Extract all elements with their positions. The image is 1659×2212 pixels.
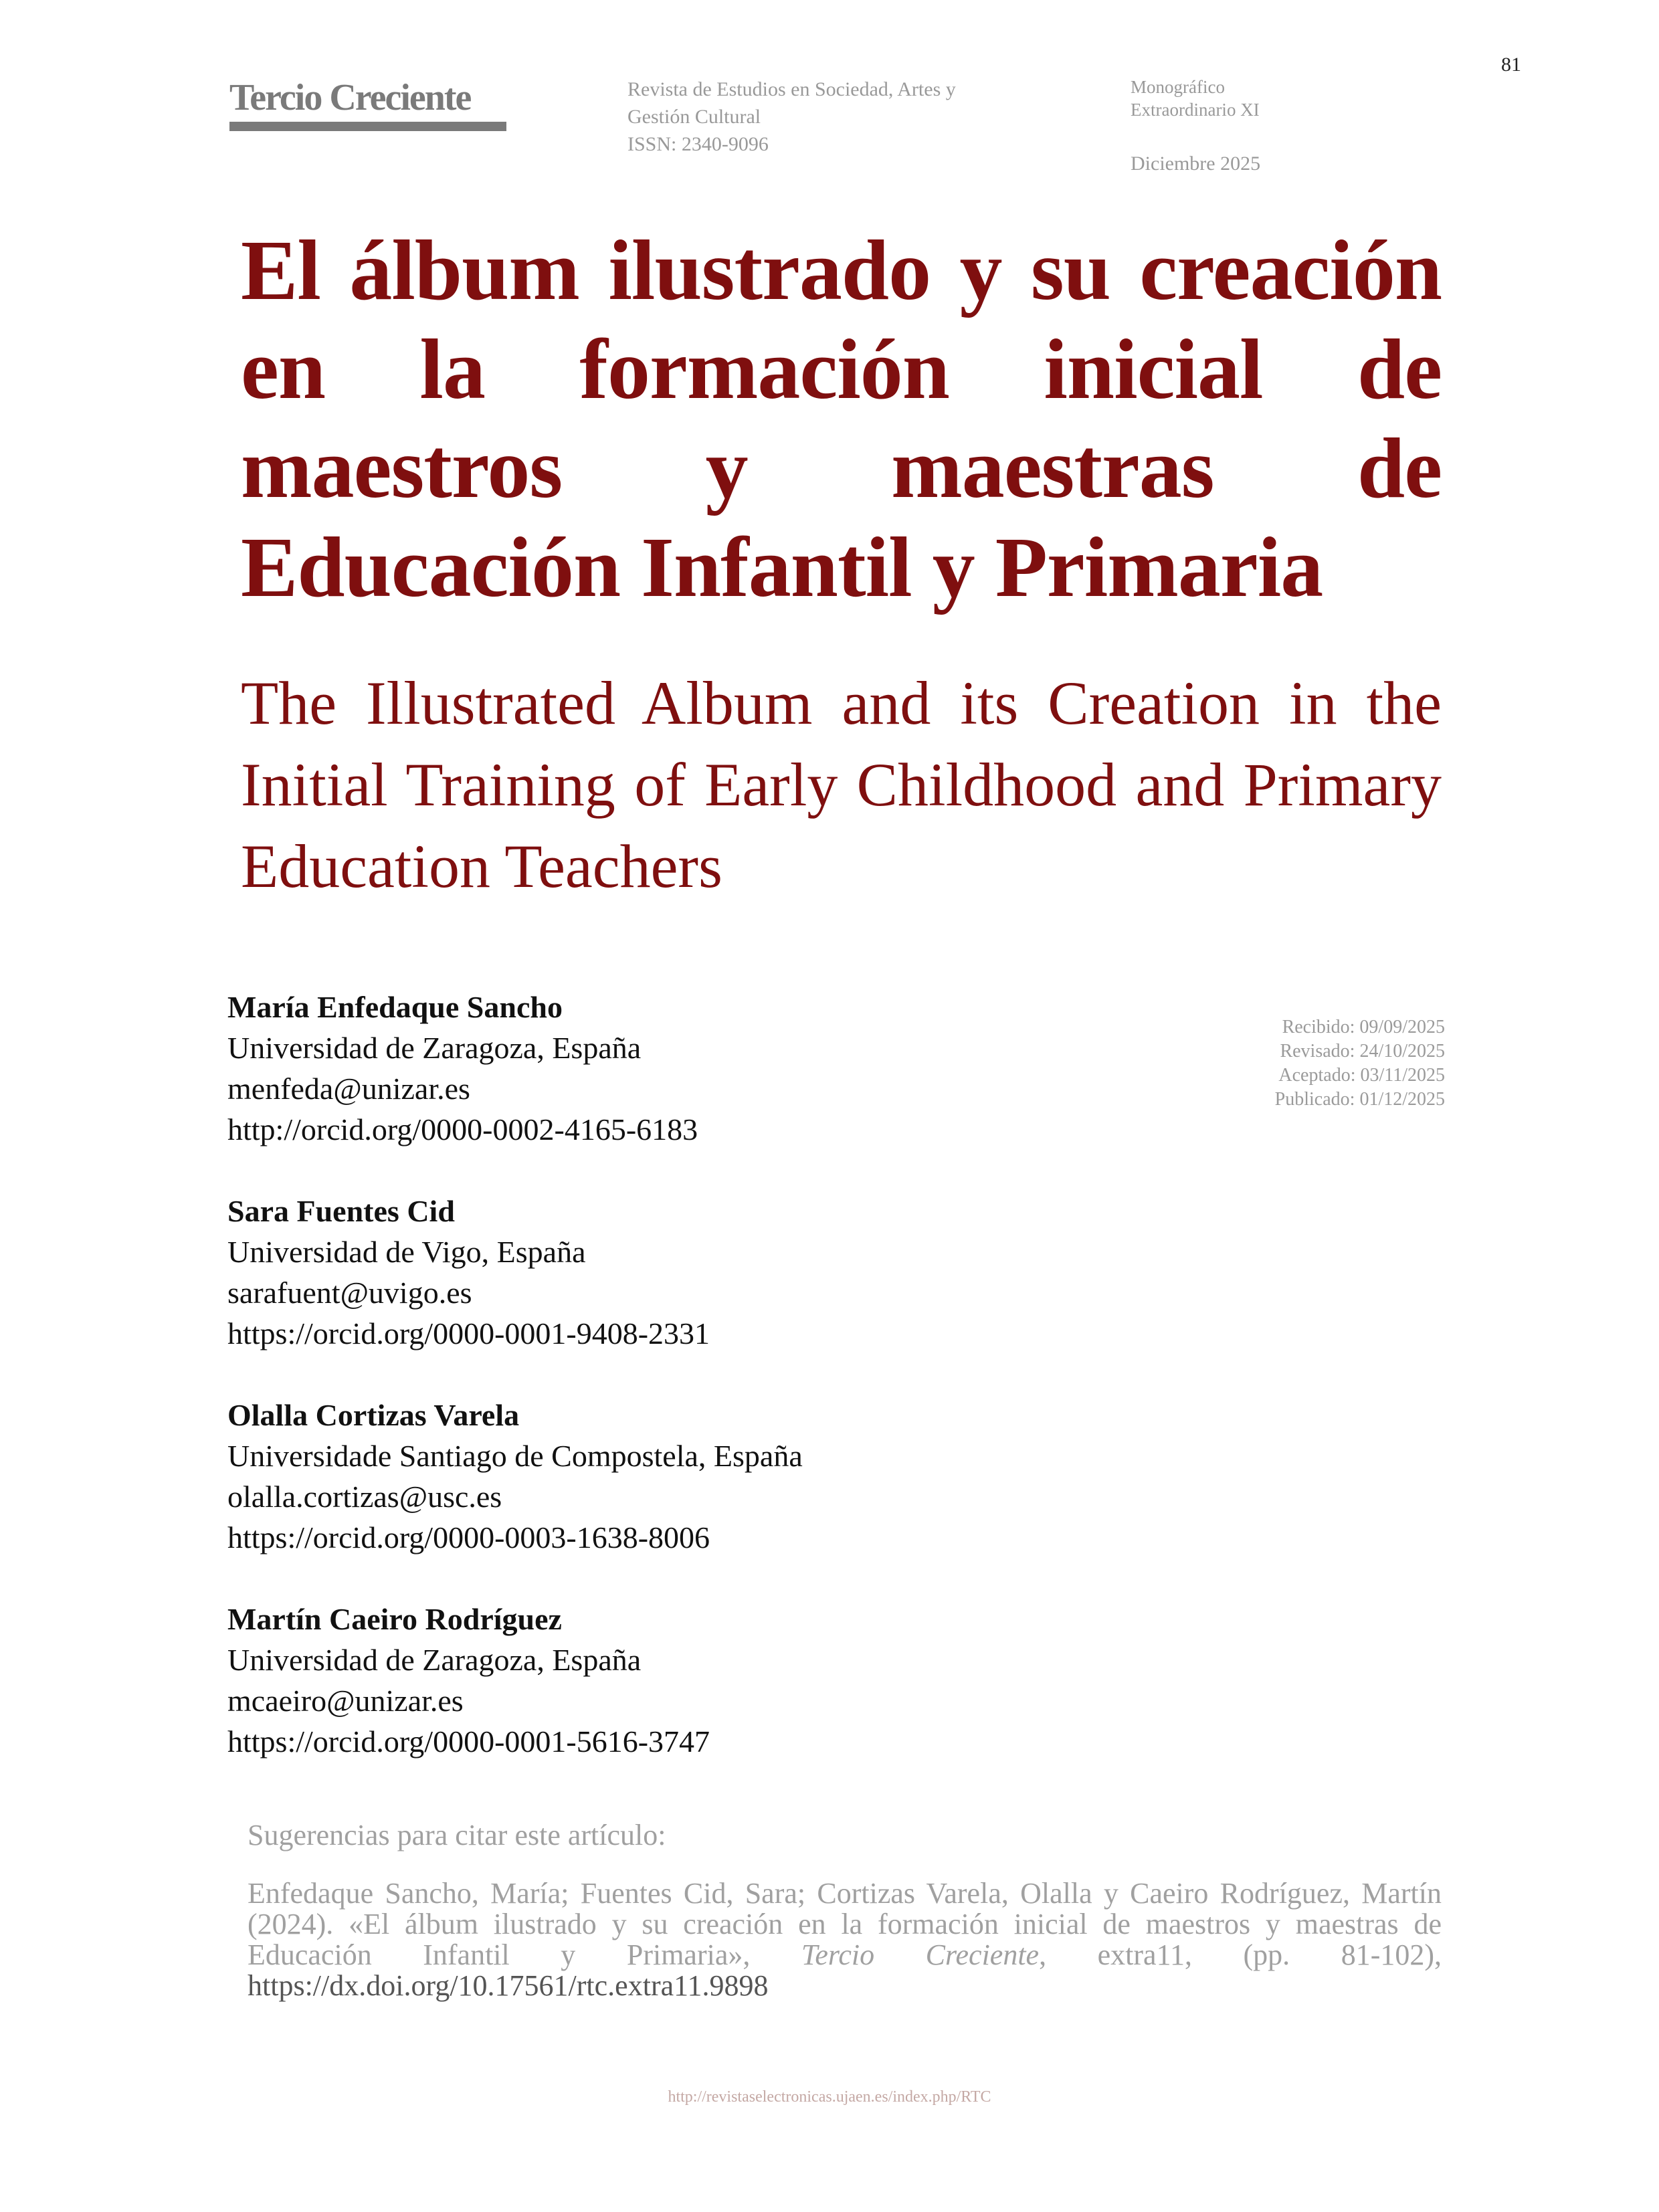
author-block [227,1395,1097,1558]
logo-underline-bar [229,122,506,131]
author-affiliation: Universidad de Zaragoza, España [227,1031,642,1065]
issue-type: Monográfico [1131,77,1225,97]
citation-text-before: Enfedaque Sancho, María; Fuentes Cid, Sara; Cortizas Varela, Olalla y Caeiro Rodríguez, Martín (2024). «El álbum ilustrado y su creación en la formación inicial de maestros y maestras de Educación Infantil y Primaria», [248,1877,1442,1971]
author-orcid-link[interactable]: https://orcid.org/0000-0003-1638-8006 [227,1520,710,1554]
submission-dates [1164,1015,1445,1112]
journal-logo: Tercio Creciente [229,77,471,118]
author-email-link[interactable]: mcaeiro@unizar.es [227,1684,464,1718]
issue-info [1131,76,1260,121]
author-email-link[interactable]: menfeda@unizar.es [227,1072,470,1106]
journal-subtitle-line-1: Revista de Estudios en Sociedad, Artes y [627,78,956,100]
author-affiliation: Universidade Santiago de Compostela, España [227,1439,803,1473]
footer-journal-url[interactable]: http://revistaselectronicas.ujaen.es/index.php/RTC [668,2088,991,2106]
citation-journal-name: Tercio Creciente [801,1938,1040,1971]
issue-date: Diciembre 2025 [1131,153,1261,175]
author-orcid-link[interactable]: http://orcid.org/0000-0002-4165-6183 [227,1112,698,1146]
author-block [227,1191,1097,1354]
citation-text-after: , extra11, (pp. 81-102), [1039,1938,1442,1971]
date-accepted: Aceptado: 03/11/2025 [1278,1065,1445,1086]
author-list [227,987,1097,1803]
author-affiliation: Universidad de Vigo, España [227,1235,586,1269]
journal-issn: ISSN: 2340-9096 [627,133,769,155]
article-title-spanish: El álbum ilustrado y su creación en la formación inicial de maestros y maestras de Educación Infantil y Primaria [241,223,1442,615]
date-published: Publicado: 01/12/2025 [1274,1089,1445,1110]
author-block [227,987,1097,1150]
author-block [227,1599,1097,1762]
date-revised: Revisado: 24/10/2025 [1280,1041,1445,1062]
author-orcid-link[interactable]: https://orcid.org/0000-0001-9408-2331 [227,1316,710,1350]
journal-info [627,76,956,158]
author-email-link[interactable]: olalla.cortizas@usc.es [227,1480,502,1514]
citation-doi-link[interactable]: https://dx.doi.org/10.17561/rtc.extra11.9898 [248,1969,769,2002]
author-affiliation: Universidad de Zaragoza, España [227,1643,642,1677]
author-orcid-link[interactable]: https://orcid.org/0000-0001-5616-3747 [227,1724,710,1758]
issue-number: Extraordinario XI [1131,100,1260,120]
date-received: Recibido: 09/09/2025 [1282,1017,1445,1037]
author-name: Martín Caeiro Rodríguez [227,1602,562,1636]
author-name: Sara Fuentes Cid [227,1194,455,1228]
citation-text [248,1878,1442,2001]
page-number: 81 [1501,54,1521,76]
author-email-link[interactable]: sarafuent@uvigo.es [227,1276,472,1310]
citation-label: Sugerencias para citar este artículo: [248,1819,666,1851]
article-title-english: The Illustrated Album and its Creation in the Initial Training of Early Childhood and Primary Education Teachers [241,669,1442,900]
author-name: María Enfedaque Sancho [227,990,563,1024]
author-name: Olalla Cortizas Varela [227,1398,520,1432]
journal-subtitle-line-2: Gestión Cultural [627,106,761,128]
